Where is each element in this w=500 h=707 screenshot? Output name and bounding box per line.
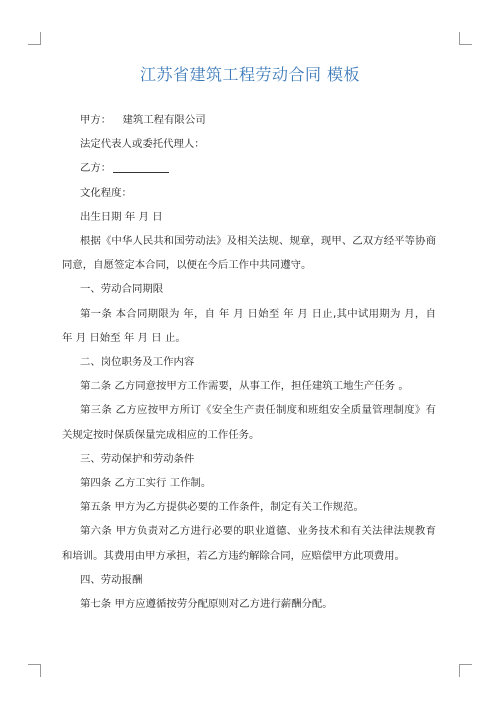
party-a-label: 甲方： [80,114,112,126]
party-b-blank [113,160,169,173]
article-7: 第七条 甲方应遵循按劳分配原则对乙方进行薪酬分配。 [80,598,333,611]
section-heading: 二、岗位职务及工作内容 [80,356,195,369]
article-5: 第五条 甲方为乙方提供必要的工作条件，制定有关工作规范。 [80,501,364,514]
article-3: 第三条 乙方应按甲方所订《安全生产责任制度和班组安全质量管理制度》有关规定按时保质保量完成相应的工作任务。 [62,404,436,441]
page-corner-mark [459,32,472,45]
party-b-line [62,156,436,180]
article-6: 第六条 甲方负责对乙方进行必要的职业道德、业务技术和有关法律法规教育和培训。其费用由甲方承担，若乙方违约解除合同，应赔偿甲方此项费用。 [62,525,436,562]
education-line: 文化程度： [80,186,132,199]
article-2: 第二条 乙方同意按甲方工作需要，从事工作，担任建筑工地生产任务 。 [80,380,409,393]
intro-paragraph: 根据《中华人民共和国劳动法》及相关法规、规章，现甲、乙双方经平等协商同意，自愿签定本合同，以便在今后工作中共同遵守。 [62,235,436,272]
page-corner-mark [28,32,41,45]
document-body [62,108,436,616]
section-heading: 四、劳动报酬 [80,573,143,586]
section-heading: 一、劳动合同期限 [80,283,164,296]
page-corner-mark [28,664,41,677]
article-1: 第一条 本合同期限为 年，自 年 月 日始至 年 月 日止,其中试用期为 月，自 年 月 日始至 年 月 日 止。 [62,307,436,344]
representative-line: 法定代表人或委托代理人： [80,138,205,151]
party-a-line [62,108,436,132]
party-a-value: 建筑工程有限公司 [122,114,206,126]
document-title: 江苏省建筑工程劳动合同 模板 [139,65,361,84]
section-heading: 三、劳动保护和劳动条件 [80,452,195,465]
birth-date-line: 出生日期 年 月 日 [80,210,163,223]
page-corner-mark [459,664,472,677]
party-b-label: 乙方： [80,162,112,175]
article-4: 第四条 乙方工实行 工作制。 [80,477,212,490]
